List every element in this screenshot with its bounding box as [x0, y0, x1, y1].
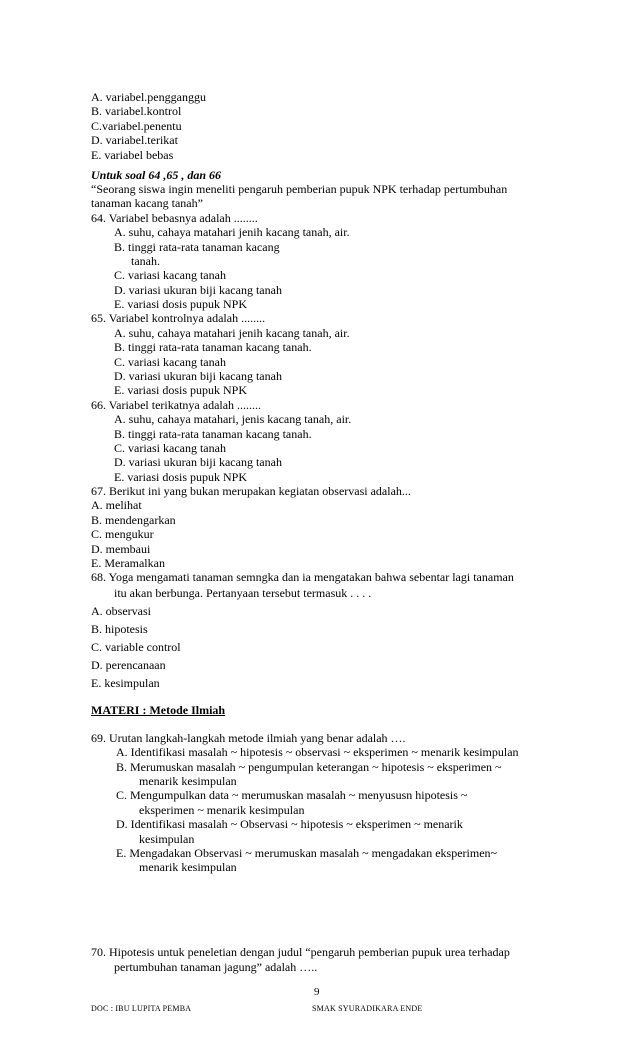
context-text: “Seorang siswa ingin meneliti pengaruh pemberian pupuk NPK terhadap pertumbuhan: [91, 182, 508, 196]
question-68-cont: itu akan berbunga. Pertanyaan tersebut termasuk . . . .: [114, 586, 372, 600]
option-line: C. Mengumpulkan data ~ merumuskan masalah ~ menyususn hipotesis ~: [116, 788, 468, 802]
option-line: tanah.: [131, 254, 160, 268]
option-line: menarik kesimpulan: [139, 860, 237, 874]
option-line: B. mendengarkan: [91, 513, 176, 527]
option-line: E. variasi dosis pupuk NPK: [114, 297, 247, 311]
option-line: C.variabel.penentu: [91, 119, 182, 133]
option-line: B. tinggi rata-rata tanaman kacang: [114, 240, 280, 254]
question-64: 64. Variabel bebasnya adalah ........: [91, 211, 258, 225]
option-line: C. variasi kacang tanah: [114, 355, 226, 369]
option-line: C. variasi kacang tanah: [114, 441, 226, 455]
option-line: B. variabel.kontrol: [91, 104, 182, 118]
page-number: 9: [314, 986, 320, 998]
option-line: D. variasi ukuran biji kacang tanah: [114, 455, 282, 469]
option-line: A. suhu, cahaya matahari, jenis kacang tanah, air.: [114, 412, 352, 426]
option-line: A. Identifikasi masalah ~ hipotesis ~ observasi ~ eksperimen ~ menarik kesimpulan: [116, 745, 519, 759]
question-66: 66. Variabel terikatnya adalah ........: [91, 398, 262, 412]
option-line: E. variabel bebas: [91, 148, 174, 162]
footer-left: DOC : IBU LUPITA PEMBA: [91, 1004, 192, 1013]
option-line: D. Identifikasi masalah ~ Observasi ~ hipotesis ~ eksperimen ~ menarik: [116, 817, 463, 831]
footer-right: SMAK SYURADIKARA ENDE: [312, 1004, 423, 1013]
option-line: E. variasi dosis pupuk NPK: [114, 383, 247, 397]
option-line: D. variasi ukuran biji kacang tanah: [114, 369, 282, 383]
option-line: C. variable control: [91, 640, 181, 654]
option-line: A. suhu, cahaya matahari jenih kacang tanah, air.: [114, 225, 350, 239]
option-line: E. variasi dosis pupuk NPK: [114, 470, 247, 484]
context-text: tanaman kacang tanah”: [91, 196, 203, 210]
option-line: menarik kesimpulan: [139, 774, 237, 788]
materi-heading: MATERI : Metode Ilmiah: [91, 703, 226, 717]
option-line: E. Meramalkan: [91, 556, 165, 570]
option-line: A. observasi: [91, 604, 151, 618]
option-line: E. kesimpulan: [91, 676, 160, 690]
question-70-cont: pertumbuhan tanaman jagung” adalah …..: [114, 960, 318, 974]
option-line: D. variabel.terikat: [91, 133, 178, 147]
option-line: B. Merumuskan masalah ~ pengumpulan keterangan ~ hipotesis ~ eksperimen ~: [116, 760, 502, 774]
option-line: eksperimen ~ menarik kesimpulan: [139, 803, 305, 817]
option-line: B. tinggi rata-rata tanaman kacang tanah.: [114, 427, 312, 441]
option-line: A. suhu, cahaya matahari jenih kacang tanah, air.: [114, 326, 350, 340]
option-line: B. tinggi rata-rata tanaman kacang tanah.: [114, 340, 312, 354]
option-line: D. membaui: [91, 542, 151, 556]
question-65: 65. Variabel kontrolnya adalah ........: [91, 311, 266, 325]
question-70: 70. Hipotesis untuk peneletian dengan judul “pengaruh pemberian pupuk urea terhadap: [91, 945, 510, 959]
question-67: 67. Berikut ini yang bukan merupakan kegiatan observasi adalah...: [91, 484, 411, 498]
question-68: 68. Yoga mengamati tanaman semngka dan ia mengatakan bahwa sebentar lagi tanaman: [91, 570, 514, 584]
option-line: A. variabel.pengganggu: [91, 90, 206, 104]
section-heading: Untuk soal 64 ,65 , dan 66: [91, 168, 222, 182]
option-line: D. perencanaan: [91, 658, 166, 672]
option-line: kesimpulan: [139, 832, 195, 846]
option-line: B. hipotesis: [91, 622, 148, 636]
option-line: C. mengukur: [91, 527, 154, 541]
option-line: E. Mengadakan Observasi ~ merumuskan masalah ~ mengadakan eksperimen~: [116, 846, 498, 860]
option-line: C. variasi kacang tanah: [114, 268, 226, 282]
option-line: D. variasi ukuran biji kacang tanah: [114, 283, 282, 297]
option-line: A. melihat: [91, 498, 142, 512]
question-69: 69. Urutan langkah-langkah metode ilmiah yang benar adalah ….: [91, 731, 406, 745]
